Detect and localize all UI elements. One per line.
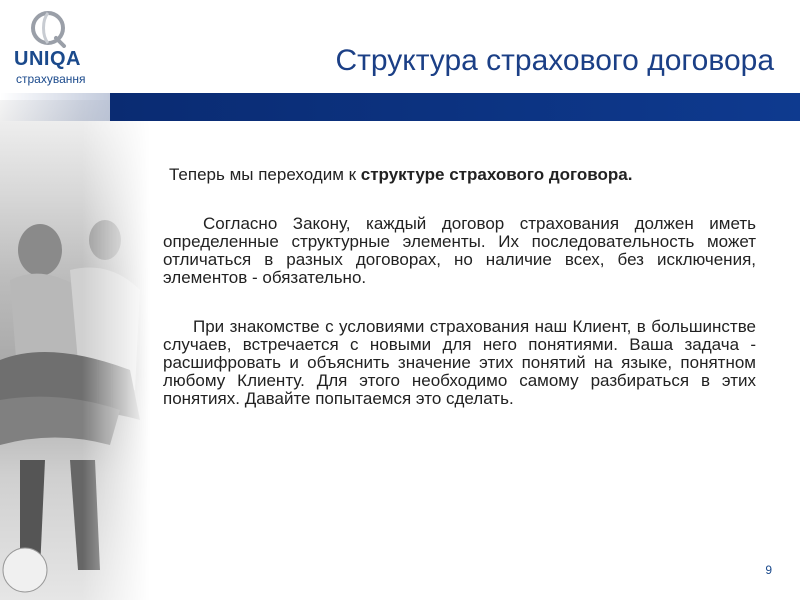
header-bar: [110, 93, 800, 121]
uniqa-logo-icon: [28, 10, 68, 48]
paragraph-intro: [163, 166, 756, 184]
slide-title: Структура страхового договора: [335, 44, 774, 77]
logo-subtitle: страхування: [16, 72, 86, 86]
intro-text: Теперь мы переходим к: [169, 165, 361, 184]
players-photo-image: [0, 100, 150, 600]
paragraph-client: При знакомстве с условиями страхования наш Клиент, в большинстве случаев, встречается с новыми для него понятиями. Ваша задача - расшифровать и объяснить значение этих понятий на языке, понятном любому Клиенту. Для этого необходимо самому разбираться в этих понятиях. Давайте попытаемся это сделать.: [163, 317, 756, 408]
paragraph-law: Согласно Закону, каждый договор страхования должен иметь определенные структурные элементы. Их последовательность может отличаться в разных договорах, но наличие всех, без исключения, элементов - обязательно.: [163, 214, 756, 287]
background-photo: [0, 100, 150, 600]
intro-emphasis: структуре страхового договора.: [360, 165, 633, 184]
page-number: 9: [765, 563, 772, 577]
slide-body: [163, 166, 756, 408]
header-bar-fade: [0, 93, 110, 121]
logo-name: UNIQA: [14, 48, 81, 70]
uniqa-logo: [14, 10, 96, 90]
